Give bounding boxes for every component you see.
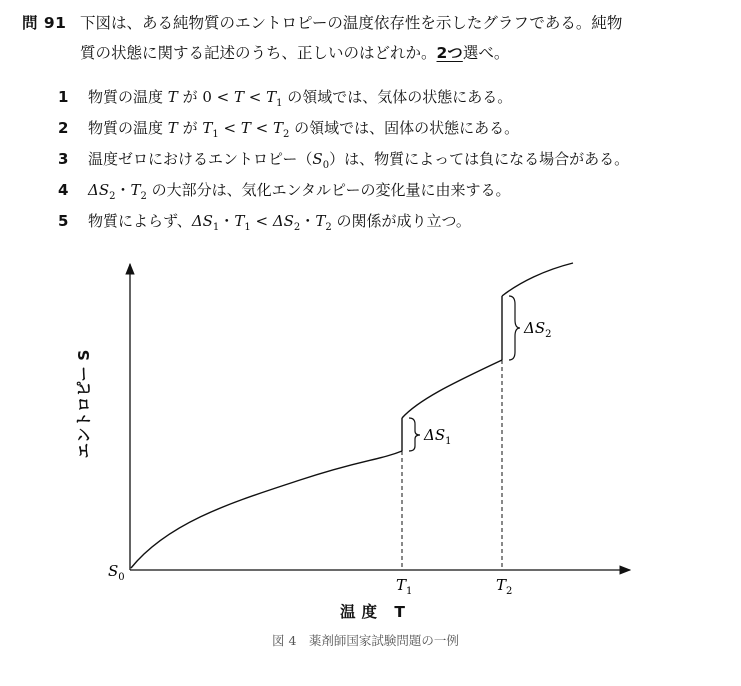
choice-text: ・ (219, 212, 235, 230)
curve-gas-phase (502, 263, 573, 296)
math-sub: 2 (282, 129, 290, 140)
choice-2[interactable] (58, 116, 519, 140)
choice-text: が (177, 119, 203, 137)
question-number: 問 91 (22, 14, 67, 32)
math-sub: 2 (140, 191, 147, 202)
x-axis-label: 温度 T (340, 603, 411, 621)
question-text-line2 (80, 38, 509, 68)
choice-1[interactable] (58, 85, 512, 109)
choice-text: < (250, 119, 273, 137)
math-var: S (312, 150, 323, 168)
choice-number: 5 (58, 212, 69, 230)
math-sub: 1 (212, 129, 219, 140)
delta-s2-label: $\Delta S_2$ (524, 319, 552, 340)
math-var: T (167, 119, 178, 137)
choice-text: ・ (300, 212, 316, 230)
choice-text: 物質の温度 (88, 88, 168, 106)
math-var: T (315, 212, 326, 230)
math-var: T (240, 119, 251, 137)
choice-text: の領域では、固体の状態にある。 (289, 119, 520, 137)
math-var: ΔS (272, 212, 294, 230)
choice-text: 物質によらず、 (88, 212, 192, 230)
figure-caption: 図 4 薬剤師国家試験問題の一例 (272, 633, 459, 648)
tick-label-t1: $T_1$ (396, 576, 413, 595)
question-text-line2-pre: 質の状態に関する記述のうち、正しいのはどれか。 (80, 44, 437, 62)
choice-4[interactable] (58, 178, 510, 202)
math-sub: 2 (109, 191, 116, 202)
math-var: T (202, 119, 213, 137)
choice-text: の大部分は、気化エンタルピーの変化量に由来する。 (146, 181, 511, 199)
entropy-temperature-figure (0, 250, 741, 595)
brace-delta-s1 (409, 418, 420, 451)
math-sub: 1 (212, 222, 220, 233)
math-sub: 2 (293, 222, 301, 233)
math-var: T (233, 88, 244, 106)
origin-label: $S_0$ (108, 562, 125, 583)
math-var: ΔS (191, 212, 213, 230)
choice-text: < (250, 212, 273, 230)
math-var: T (234, 212, 245, 230)
choice-text: の領域では、気体の状態にある。 (282, 88, 513, 106)
choice-text: ・ (115, 181, 131, 199)
y-axis-label-text: エントロピー S (75, 349, 93, 459)
math-var: T (167, 88, 178, 106)
delta-s1-label: $\Delta S_1$ (424, 426, 452, 447)
choice-text: 温度ゼロにおけるエントロピー（ (88, 150, 313, 168)
choice-text: 物質の温度 (88, 119, 168, 137)
choice-number: 4 (58, 181, 69, 199)
math-sub: 0 (322, 160, 330, 171)
choice-3[interactable] (58, 147, 629, 171)
question-emphasis: 2つ (436, 44, 463, 62)
choice-text: が 0 < (177, 88, 234, 106)
math-var: T (130, 181, 141, 199)
math-var: T (272, 119, 283, 137)
math-var: T (266, 88, 277, 106)
choice-5[interactable] (58, 209, 471, 233)
curve-liquid-phase (402, 360, 502, 418)
curve-solid-phase (131, 451, 402, 568)
math-sub: 2 (325, 222, 332, 233)
choice-number: 3 (58, 150, 69, 168)
choice-text: < (218, 119, 241, 137)
question-text-line2-post: 選べ。 (462, 44, 510, 62)
math-var: ΔS (88, 181, 110, 199)
math-sub: 1 (244, 222, 251, 233)
choice-number: 2 (58, 119, 69, 137)
tick-label-t2: $T_2$ (496, 576, 513, 595)
brace-delta-s2 (509, 296, 520, 360)
choice-text: の関係が成り立つ。 (331, 212, 471, 230)
choice-text: < (244, 88, 267, 106)
math-sub: 1 (276, 98, 283, 109)
choice-number: 1 (58, 88, 69, 106)
choice-text: ）は、物質によっては負になる場合がある。 (329, 150, 630, 168)
question-text-line1: 下図は、ある純物質のエントロピーの温度依存性を示したグラフである。純物 (80, 14, 623, 32)
